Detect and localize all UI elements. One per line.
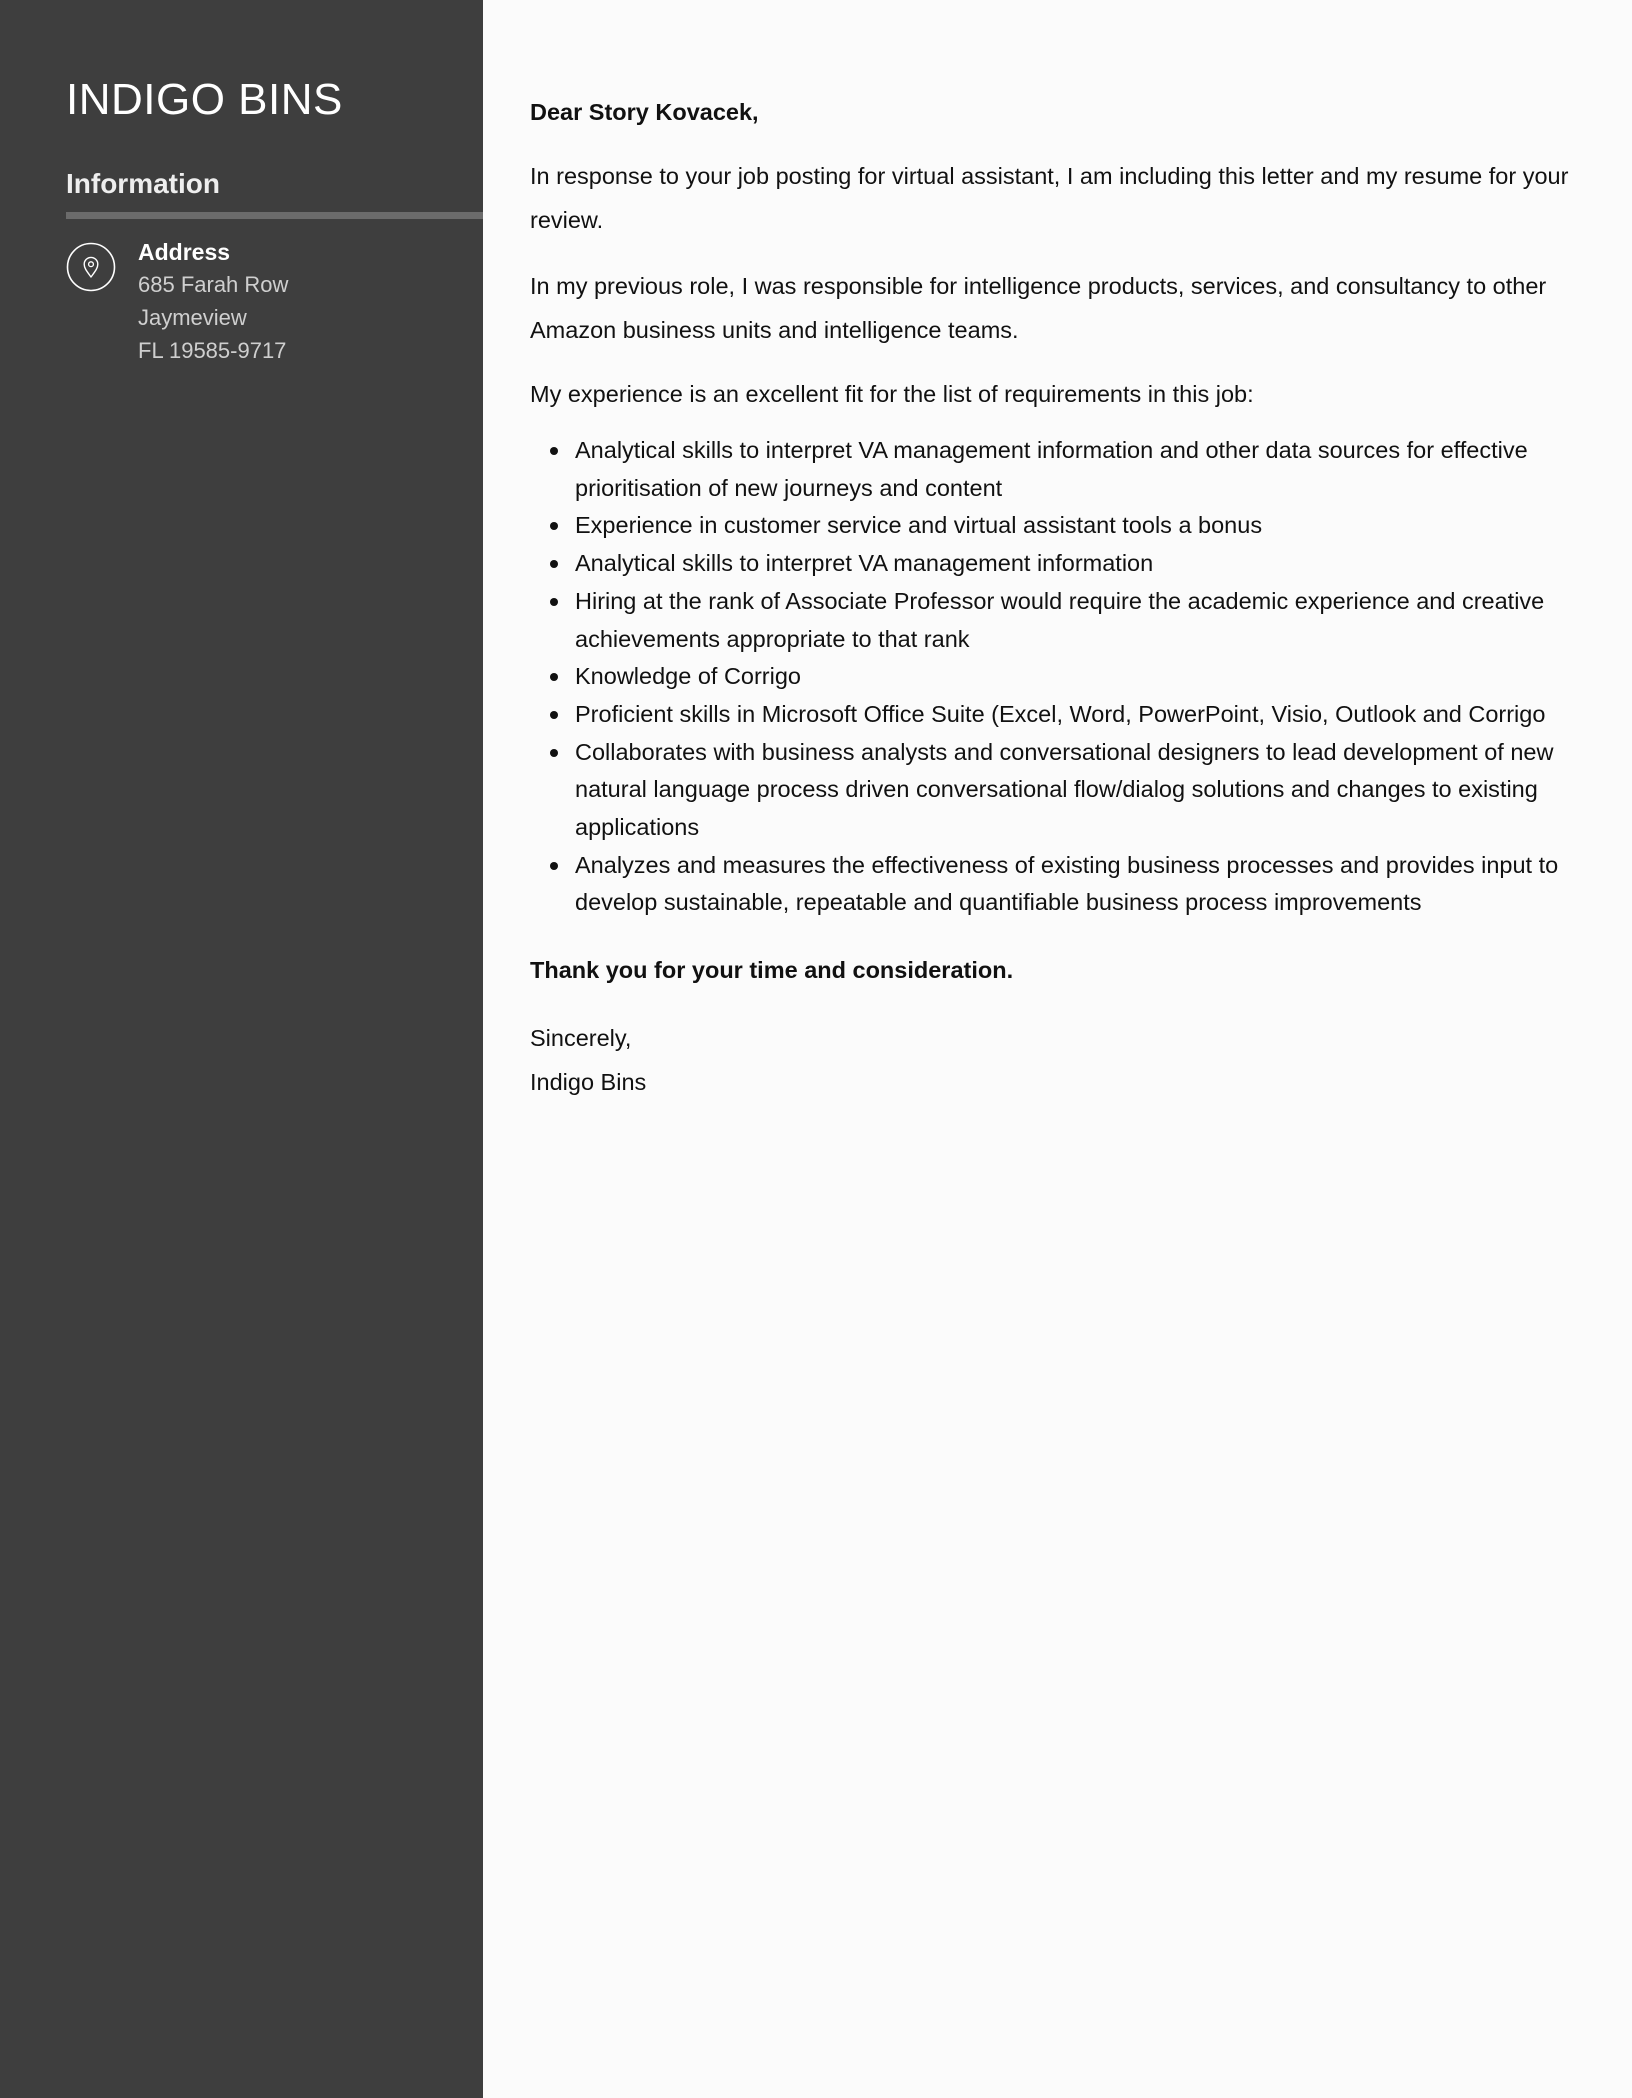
list-item: Proficient skills in Microsoft Office Suite (Excel, Word, PowerPoint, Visio, Outlook and Corrigo <box>530 696 1570 734</box>
thank-you-line: Thank you for your time and consideration. <box>530 957 1014 984</box>
address-line-state-zip: FL 19585-9717 <box>138 338 287 363</box>
section-divider <box>66 212 483 219</box>
list-item: Analytical skills to interpret VA management information and other data sources for effective prioritisation of new journeys and content <box>530 432 1570 507</box>
signature: Indigo Bins <box>530 1069 647 1096</box>
requirements-list <box>530 432 1570 922</box>
address-block <box>138 236 468 367</box>
candidate-name: INDIGO BINS <box>66 75 343 124</box>
requirements-intro: My experience is an excellent fit for the list of requirements in this job: <box>530 381 1254 407</box>
closing: Sincerely, <box>530 1025 632 1052</box>
address-line-street: 685 Farah Row <box>138 272 289 297</box>
address-line-city: Jaymeview <box>138 305 247 330</box>
paragraph-intro: In response to your job posting for virtual assistant, I am including this letter and my resume for your review. <box>530 163 1569 233</box>
paragraph-previous-role: In my previous role, I was responsible for intelligence products, services, and consultancy to other Amazon business units and intelligence teams. <box>530 273 1547 343</box>
salutation: Dear Story Kovacek, <box>530 99 759 125</box>
location-pin-icon <box>66 242 116 292</box>
list-item: Analyzes and measures the effectiveness of existing business processes and provides input to develop sustainable, repeatable and quantifiable business process improvements <box>530 847 1570 922</box>
list-item: Experience in customer service and virtual assistant tools a bonus <box>530 507 1570 545</box>
list-item: Knowledge of Corrigo <box>530 658 1570 696</box>
sidebar <box>0 0 483 2098</box>
list-item: Collaborates with business analysts and conversational designers to lead development of new natural language process driven conversational flow/dialog solutions and changes to existing applications <box>530 734 1570 847</box>
list-item: Hiring at the rank of Associate Professor would require the academic experience and creative achievements appropriate to that rank <box>530 583 1570 658</box>
address-label: Address <box>138 239 231 265</box>
section-title-information: Information <box>66 168 220 199</box>
letter-body <box>530 92 1570 1104</box>
list-item: Analytical skills to interpret VA management information <box>530 545 1570 583</box>
